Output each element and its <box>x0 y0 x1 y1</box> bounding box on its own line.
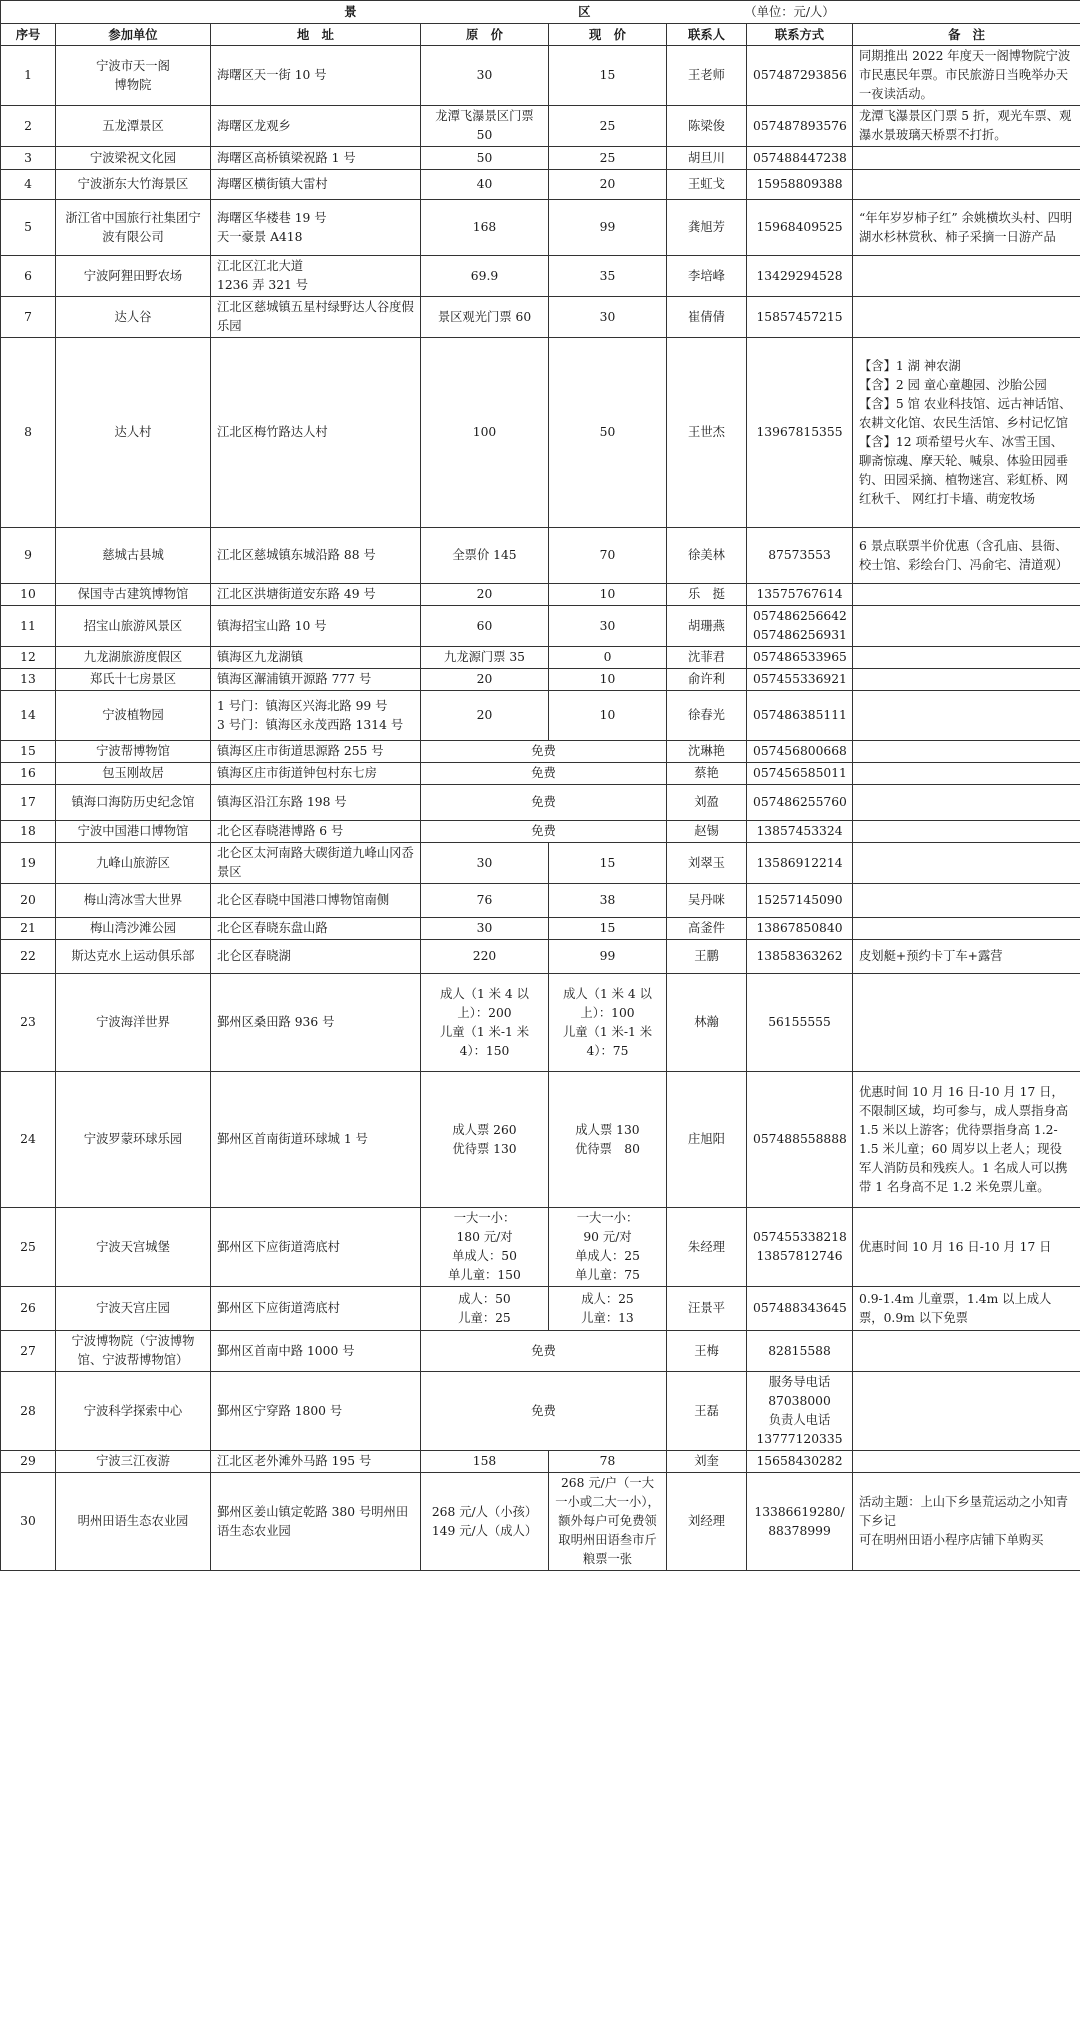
cell-current-price: 一大一小： 90 元/对 单成人：25 单儿童：75 <box>549 1208 667 1287</box>
cell-unit: 宁波三江夜游 <box>56 1451 211 1473</box>
cell-no: 13 <box>1 669 56 691</box>
table-row <box>1 763 1080 785</box>
cell-current-price: 10 <box>549 669 667 691</box>
cell-note: 优惠时间 10 月 16 日-10 月 17 日，不限制区域，均可参与，成人票指身高 1.5 米以上游客；优待票指身高 1.2-1.5 米儿童；60 周岁以上老人；现役军人消防员和残疾人。1 名成人可以携带 1 名身高不足 1.2 米免票儿童。 <box>853 1072 1080 1208</box>
cell-unit: 宁波梁祝文化园 <box>56 147 211 170</box>
cell-original-price: 一大一小： 180 元/对 单成人：50 单儿童：150 <box>421 1208 549 1287</box>
cell-unit: 保国寺古建筑博物馆 <box>56 584 211 606</box>
table-row <box>1 884 1080 918</box>
cell-unit: 郑氏十七房景区 <box>56 669 211 691</box>
cell-unit: 九龙湖旅游度假区 <box>56 647 211 669</box>
cell-contact: 徐美林 <box>667 528 747 584</box>
table-row <box>1 147 1080 170</box>
cell-current-price: 99 <box>549 940 667 974</box>
cell-phone: 057488447238 <box>747 147 853 170</box>
cell-address: 江北区老外滩外马路 195 号 <box>211 1451 421 1473</box>
cell-unit: 宁波市天一阁 博物院 <box>56 46 211 106</box>
header-original-price: 原 价 <box>421 24 549 46</box>
table-row <box>1 200 1080 256</box>
cell-original-price: 220 <box>421 940 549 974</box>
cell-phone: 057455338218 13857812746 <box>747 1208 853 1287</box>
cell-current-price: 10 <box>549 691 667 741</box>
cell-phone: 057456585011 <box>747 763 853 785</box>
cell-contact: 林瀚 <box>667 974 747 1072</box>
cell-unit: 包玉刚故居 <box>56 763 211 785</box>
cell-address: 鄞州区下应街道湾底村 <box>211 1208 421 1287</box>
title-label-b: 区 <box>578 4 591 19</box>
cell-no: 12 <box>1 647 56 669</box>
cell-original-price: 成人：50 儿童：25 <box>421 1287 549 1331</box>
cell-address: 镇海区澥浦镇开源路 777 号 <box>211 669 421 691</box>
cell-no: 2 <box>1 106 56 147</box>
title-label-a: 景 <box>344 4 357 19</box>
cell-current-price: 50 <box>549 338 667 528</box>
table-row <box>1 338 1080 528</box>
cell-current-price: 78 <box>549 1451 667 1473</box>
cell-note: “年年岁岁柿子红” 余姚横坎头村、四明湖水杉林赏秋、柿子采摘一日游产品 <box>853 200 1080 256</box>
cell-contact: 龚旭芳 <box>667 200 747 256</box>
cell-contact: 王鹏 <box>667 940 747 974</box>
cell-phone: 服务导电话 87038000 负责人电话 13777120335 <box>747 1372 853 1451</box>
header-phone: 联系方式 <box>747 24 853 46</box>
cell-address: 海曙区华楼巷 19 号 天一豪景 A418 <box>211 200 421 256</box>
cell-note <box>853 918 1080 940</box>
cell-contact: 王世杰 <box>667 338 747 528</box>
cell-address: 1 号门：镇海区兴海北路 99 号 3 号门：镇海区永茂西路 1314 号 <box>211 691 421 741</box>
cell-original-price: 成人票 260 优待票 130 <box>421 1072 549 1208</box>
cell-price-free: 免费 <box>421 1372 667 1451</box>
cell-current-price: 268 元/户（一大一小或二大一小），额外每户可免费领取明州田语叁市斤粮票一张 <box>549 1473 667 1571</box>
cell-no: 5 <box>1 200 56 256</box>
cell-no: 8 <box>1 338 56 528</box>
cell-contact: 乐 挺 <box>667 584 747 606</box>
cell-original-price: 景区观光门票 60 <box>421 297 549 338</box>
cell-unit: 达人村 <box>56 338 211 528</box>
cell-phone: 15857457215 <box>747 297 853 338</box>
cell-phone: 13429294528 <box>747 256 853 297</box>
table-row <box>1 297 1080 338</box>
cell-current-price: 0 <box>549 647 667 669</box>
cell-current-price: 10 <box>549 584 667 606</box>
cell-original-price: 九龙源门票 35 <box>421 647 549 669</box>
cell-no: 28 <box>1 1372 56 1451</box>
table-row <box>1 974 1080 1072</box>
cell-address: 鄞州区首南中路 1000 号 <box>211 1331 421 1372</box>
table-row <box>1 1473 1080 1571</box>
cell-unit: 梅山湾沙滩公园 <box>56 918 211 940</box>
cell-no: 24 <box>1 1072 56 1208</box>
cell-phone: 13575767614 <box>747 584 853 606</box>
cell-unit: 慈城古县城 <box>56 528 211 584</box>
header-contact: 联系人 <box>667 24 747 46</box>
cell-current-price: 35 <box>549 256 667 297</box>
cell-unit: 宁波天宫庄园 <box>56 1287 211 1331</box>
cell-phone: 87573553 <box>747 528 853 584</box>
cell-original-price: 全票价 145 <box>421 528 549 584</box>
cell-unit: 九峰山旅游区 <box>56 843 211 884</box>
cell-price-free: 免费 <box>421 785 667 821</box>
table-row <box>1 170 1080 200</box>
table-body <box>1 46 1080 1571</box>
table-row <box>1 691 1080 741</box>
cell-note: 【含】1 湖 神农湖 【含】2 园 童心童趣园、沙胎公园 【含】5 馆 农业科技馆、远古神话馆、农耕文化馆、农民生活馆、乡村记忆馆 【含】12 项希望号火车、冰雪王国、聊斋惊魂、摩天轮、喊泉、体验田园垂钓、田园采摘、植物迷宫、彩虹桥、网红秋千、 网红打卡墙、萌宠牧场 <box>853 338 1080 528</box>
cell-phone: 15257145090 <box>747 884 853 918</box>
cell-note <box>853 170 1080 200</box>
cell-phone: 13858363262 <box>747 940 853 974</box>
cell-unit: 五龙潭景区 <box>56 106 211 147</box>
cell-original-price: 60 <box>421 606 549 647</box>
cell-unit: 宁波海洋世界 <box>56 974 211 1072</box>
cell-note <box>853 606 1080 647</box>
cell-phone: 15658430282 <box>747 1451 853 1473</box>
cell-contact: 胡珊燕 <box>667 606 747 647</box>
cell-phone: 057486255760 <box>747 785 853 821</box>
cell-current-price: 15 <box>549 843 667 884</box>
cell-contact: 赵锡 <box>667 821 747 843</box>
cell-unit: 宁波罗蒙环球乐园 <box>56 1072 211 1208</box>
cell-unit: 宁波帮博物馆 <box>56 741 211 763</box>
cell-address: 江北区慈城镇东城沿路 88 号 <box>211 528 421 584</box>
cell-original-price: 20 <box>421 669 549 691</box>
cell-contact: 刘经理 <box>667 1473 747 1571</box>
cell-note <box>853 297 1080 338</box>
cell-address: 镇海区庄市街道钟包村东七房 <box>211 763 421 785</box>
cell-note: 龙潭飞瀑景区门票 5 折，观光车票、观瀑水景玻璃天桥票不打折。 <box>853 106 1080 147</box>
cell-address: 鄞州区桑田路 936 号 <box>211 974 421 1072</box>
cell-note <box>853 1372 1080 1451</box>
table-row <box>1 843 1080 884</box>
table-row <box>1 46 1080 106</box>
cell-no: 25 <box>1 1208 56 1287</box>
cell-contact: 蔡艳 <box>667 763 747 785</box>
cell-note <box>853 843 1080 884</box>
cell-address: 镇海区沿江东路 198 号 <box>211 785 421 821</box>
cell-note <box>853 741 1080 763</box>
cell-no: 17 <box>1 785 56 821</box>
cell-note <box>853 884 1080 918</box>
cell-note <box>853 669 1080 691</box>
cell-note <box>853 1331 1080 1372</box>
cell-price-free: 免费 <box>421 821 667 843</box>
cell-original-price: 69.9 <box>421 256 549 297</box>
cell-price-free: 免费 <box>421 763 667 785</box>
cell-address: 镇海招宝山路 10 号 <box>211 606 421 647</box>
table-row <box>1 741 1080 763</box>
cell-current-price: 成人：25 儿童：13 <box>549 1287 667 1331</box>
cell-phone: 15968409525 <box>747 200 853 256</box>
table-row <box>1 1451 1080 1473</box>
cell-address: 北仑区春晓港博路 6 号 <box>211 821 421 843</box>
cell-original-price: 30 <box>421 46 549 106</box>
table-row <box>1 647 1080 669</box>
cell-phone: 057487893576 <box>747 106 853 147</box>
cell-note <box>853 647 1080 669</box>
cell-address: 鄞州区首南街道环球城 1 号 <box>211 1072 421 1208</box>
cell-address: 鄞州区宁穿路 1800 号 <box>211 1372 421 1451</box>
table-row <box>1 1331 1080 1372</box>
cell-unit: 宁波阿狸田野农场 <box>56 256 211 297</box>
cell-original-price: 龙潭飞瀑景区门票 50 <box>421 106 549 147</box>
table-row <box>1 584 1080 606</box>
cell-contact: 李培峰 <box>667 256 747 297</box>
cell-unit: 梅山湾冰雪大世界 <box>56 884 211 918</box>
cell-no: 7 <box>1 297 56 338</box>
cell-current-price: 70 <box>549 528 667 584</box>
cell-no: 4 <box>1 170 56 200</box>
cell-note: 皮划艇+预约卡丁车+露营 <box>853 940 1080 974</box>
cell-contact: 崔倩倩 <box>667 297 747 338</box>
cell-note <box>853 821 1080 843</box>
cell-original-price: 50 <box>421 147 549 170</box>
table-row <box>1 669 1080 691</box>
table-row <box>1 821 1080 843</box>
cell-contact: 陈梁俊 <box>667 106 747 147</box>
cell-contact: 胡旦川 <box>667 147 747 170</box>
cell-no: 20 <box>1 884 56 918</box>
cell-original-price: 76 <box>421 884 549 918</box>
cell-no: 23 <box>1 974 56 1072</box>
cell-note: 6 景点联票半价优惠（含孔庙、县衙、校士馆、彩绘台门、冯俞宅、清道观） <box>853 528 1080 584</box>
cell-unit: 招宝山旅游风景区 <box>56 606 211 647</box>
cell-contact: 俞许利 <box>667 669 747 691</box>
table-row <box>1 785 1080 821</box>
cell-contact: 朱经理 <box>667 1208 747 1287</box>
header-note: 备 注 <box>853 24 1080 46</box>
cell-contact: 刘盈 <box>667 785 747 821</box>
cell-phone: 13867850840 <box>747 918 853 940</box>
cell-address: 北仑区春晓东盘山路 <box>211 918 421 940</box>
cell-note <box>853 763 1080 785</box>
cell-original-price: 100 <box>421 338 549 528</box>
cell-note <box>853 1451 1080 1473</box>
cell-unit: 斯达克水上运动俱乐部 <box>56 940 211 974</box>
table-row <box>1 918 1080 940</box>
cell-no: 26 <box>1 1287 56 1331</box>
cell-no: 9 <box>1 528 56 584</box>
table-row <box>1 606 1080 647</box>
cell-phone: 13967815355 <box>747 338 853 528</box>
cell-phone: 057488558888 <box>747 1072 853 1208</box>
cell-contact: 刘奎 <box>667 1451 747 1473</box>
cell-phone: 56155555 <box>747 974 853 1072</box>
cell-note: 同期推出 2022 年度天一阁博物院宁波市民惠民年票。市民旅游日当晚举办天一夜读活动。 <box>853 46 1080 106</box>
cell-address: 江北区洪塘街道安东路 49 号 <box>211 584 421 606</box>
cell-no: 18 <box>1 821 56 843</box>
table-row <box>1 256 1080 297</box>
cell-phone: 057486533965 <box>747 647 853 669</box>
cell-no: 3 <box>1 147 56 170</box>
cell-no: 6 <box>1 256 56 297</box>
table-row <box>1 1287 1080 1331</box>
cell-contact: 刘翠玉 <box>667 843 747 884</box>
cell-address: 江北区梅竹路达人村 <box>211 338 421 528</box>
header-current-price: 现 价 <box>549 24 667 46</box>
table-row <box>1 1208 1080 1287</box>
cell-no: 29 <box>1 1451 56 1473</box>
cell-note <box>853 974 1080 1072</box>
table-row <box>1 940 1080 974</box>
cell-address: 鄞州区姜山镇定乾路 380 号明州田语生态农业园 <box>211 1473 421 1571</box>
cell-no: 11 <box>1 606 56 647</box>
cell-address: 镇海区庄市街道思源路 255 号 <box>211 741 421 763</box>
header-address: 地 址 <box>211 24 421 46</box>
cell-current-price: 20 <box>549 170 667 200</box>
cell-no: 1 <box>1 46 56 106</box>
cell-original-price: 20 <box>421 584 549 606</box>
cell-no: 19 <box>1 843 56 884</box>
table-row <box>1 106 1080 147</box>
cell-contact: 沈菲君 <box>667 647 747 669</box>
cell-contact: 王老师 <box>667 46 747 106</box>
cell-phone: 15958809388 <box>747 170 853 200</box>
cell-phone: 13386619280/ 88378999 <box>747 1473 853 1571</box>
cell-note: 优惠时间 10 月 16 日-10 月 17 日 <box>853 1208 1080 1287</box>
cell-contact: 吴丹咪 <box>667 884 747 918</box>
cell-current-price: 38 <box>549 884 667 918</box>
cell-contact: 沈琳艳 <box>667 741 747 763</box>
cell-note <box>853 785 1080 821</box>
cell-phone: 057456800668 <box>747 741 853 763</box>
cell-original-price: 40 <box>421 170 549 200</box>
cell-current-price: 成人（1 米 4 以上）：100 儿童（1 米-1 米 4）：75 <box>549 974 667 1072</box>
table-row <box>1 528 1080 584</box>
cell-address: 北仑区春晓中国港口博物馆南侧 <box>211 884 421 918</box>
cell-unit: 宁波中国港口博物馆 <box>56 821 211 843</box>
cell-unit: 达人谷 <box>56 297 211 338</box>
cell-contact: 王虹戈 <box>667 170 747 200</box>
cell-address: 海曙区高桥镇梁祝路 1 号 <box>211 147 421 170</box>
cell-current-price: 99 <box>549 200 667 256</box>
cell-current-price: 30 <box>549 297 667 338</box>
cell-contact: 汪景平 <box>667 1287 747 1331</box>
cell-address: 北仑区春晓湖 <box>211 940 421 974</box>
cell-no: 15 <box>1 741 56 763</box>
cell-note <box>853 256 1080 297</box>
cell-original-price: 158 <box>421 1451 549 1473</box>
cell-contact: 庄旭阳 <box>667 1072 747 1208</box>
cell-original-price: 30 <box>421 918 549 940</box>
cell-original-price: 168 <box>421 200 549 256</box>
cell-phone: 13586912214 <box>747 843 853 884</box>
cell-address: 海曙区天一街 10 号 <box>211 46 421 106</box>
table-header-row <box>1 24 1080 46</box>
cell-no: 22 <box>1 940 56 974</box>
cell-no: 10 <box>1 584 56 606</box>
cell-phone: 057486256642 057486256931 <box>747 606 853 647</box>
cell-note: 活动主题：上山下乡垦荒运动之小知青下乡记 可在明州田语小程序店铺下单购买 <box>853 1473 1080 1571</box>
cell-address: 镇海区九龙湖镇 <box>211 647 421 669</box>
cell-current-price: 成人票 130 优待票 80 <box>549 1072 667 1208</box>
cell-phone: 82815588 <box>747 1331 853 1372</box>
cell-unit: 宁波科学探索中心 <box>56 1372 211 1451</box>
cell-no: 30 <box>1 1473 56 1571</box>
table-title <box>1 1 1080 24</box>
cell-address: 北仑区太河南路大碶街道九峰山冈岙景区 <box>211 843 421 884</box>
table-title-row <box>1 1 1080 24</box>
cell-note <box>853 147 1080 170</box>
cell-current-price: 25 <box>549 106 667 147</box>
table-row <box>1 1072 1080 1208</box>
cell-unit: 宁波天宫城堡 <box>56 1208 211 1287</box>
cell-phone: 057455336921 <box>747 669 853 691</box>
cell-no: 27 <box>1 1331 56 1372</box>
cell-current-price: 25 <box>549 147 667 170</box>
cell-contact: 王梅 <box>667 1331 747 1372</box>
cell-address: 江北区慈城镇五星村绿野达人谷度假乐园 <box>211 297 421 338</box>
cell-phone: 057488343645 <box>747 1287 853 1331</box>
cell-unit: 宁波植物园 <box>56 691 211 741</box>
cell-unit: 镇海口海防历史纪念馆 <box>56 785 211 821</box>
table-row <box>1 1372 1080 1451</box>
cell-unit: 宁波博物院（宁波博物馆、宁波帮博物馆） <box>56 1331 211 1372</box>
cell-note <box>853 584 1080 606</box>
cell-no: 14 <box>1 691 56 741</box>
cell-current-price: 15 <box>549 46 667 106</box>
header-no: 序号 <box>1 24 56 46</box>
cell-contact: 王磊 <box>667 1372 747 1451</box>
cell-phone: 13857453324 <box>747 821 853 843</box>
cell-unit: 宁波浙东大竹海景区 <box>56 170 211 200</box>
cell-phone: 057486385111 <box>747 691 853 741</box>
cell-original-price: 20 <box>421 691 549 741</box>
cell-address: 海曙区横街镇大雷村 <box>211 170 421 200</box>
cell-contact: 徐春光 <box>667 691 747 741</box>
cell-no: 16 <box>1 763 56 785</box>
cell-original-price: 30 <box>421 843 549 884</box>
cell-no: 21 <box>1 918 56 940</box>
cell-current-price: 15 <box>549 918 667 940</box>
cell-note <box>853 691 1080 741</box>
cell-address: 江北区江北大道 1236 弄 321 号 <box>211 256 421 297</box>
header-unit: 参加单位 <box>56 24 211 46</box>
cell-phone: 057487293856 <box>747 46 853 106</box>
cell-address: 海曙区龙观乡 <box>211 106 421 147</box>
cell-unit: 浙江省中国旅行社集团宁波有限公司 <box>56 200 211 256</box>
cell-original-price: 268 元/人（小孩） 149 元/人（成人） <box>421 1473 549 1571</box>
cell-note: 0.9-1.4m 儿童票，1.4m 以上成人票，0.9m 以下免票 <box>853 1287 1080 1331</box>
cell-contact: 高釜件 <box>667 918 747 940</box>
cell-address: 鄞州区下应街道湾底村 <box>211 1287 421 1331</box>
title-unit: （单位：元/人） <box>744 5 835 19</box>
cell-price-free: 免费 <box>421 741 667 763</box>
cell-original-price: 成人（1 米 4 以上）：200 儿童（1 米-1 米 4）：150 <box>421 974 549 1072</box>
cell-current-price: 30 <box>549 606 667 647</box>
cell-price-free: 免费 <box>421 1331 667 1372</box>
cell-unit: 明州田语生态农业园 <box>56 1473 211 1571</box>
